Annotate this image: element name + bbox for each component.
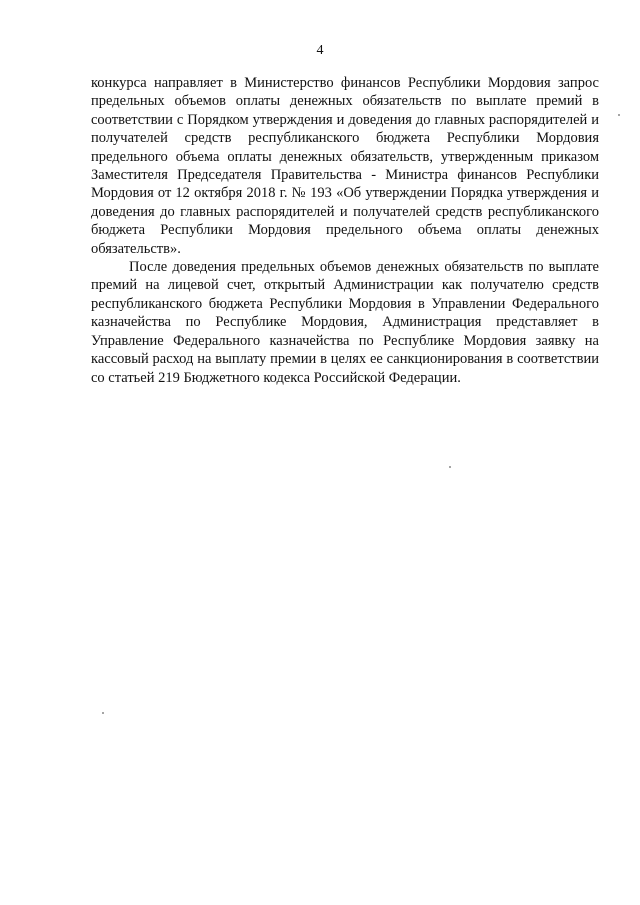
scan-speck [618, 114, 620, 116]
document-body [91, 74, 599, 387]
scan-speck [449, 466, 451, 468]
page-number: 4 [316, 43, 324, 58]
paragraph-budget-limits: После доведения предельных объемов денежных обязательств по выплате премий на лицевой счет, открытый Администрации как получателю средств республиканского бюджета Республики Мордовия в Управлении Федерального казначейства по Республике Мордовия, Администрация представляет в Управление Федерального казначейства по Республике Мордовия заявку на кассовый расход на выплату премии в целях ее санкционирования в соответствии со статьей 219 Бюджетного кодекса Российской Федерации. [91, 259, 599, 386]
paragraph-continuation: конкурса направляет в Министерство финансов Республики Мордовия запрос предельных объемов оплаты денежных обязательств по выплате премий в соответствии с Порядком утверждения и доведения до главных распорядителей и получателей средств республиканского бюджета Республики Мордовия предельного объема оплаты денежных обязательств, утвержденным приказом Заместителя Председателя Правительства - Министра финансов Республики Мордовия от 12 октября 2018 г. № 193 «Об утверждении Порядка утверждения и доведения до главных распорядителей и получателей средств республиканского бюджета Республики Мордовия предельного объема оплаты денежных обязательств». [91, 75, 599, 257]
scan-speck [102, 712, 104, 714]
